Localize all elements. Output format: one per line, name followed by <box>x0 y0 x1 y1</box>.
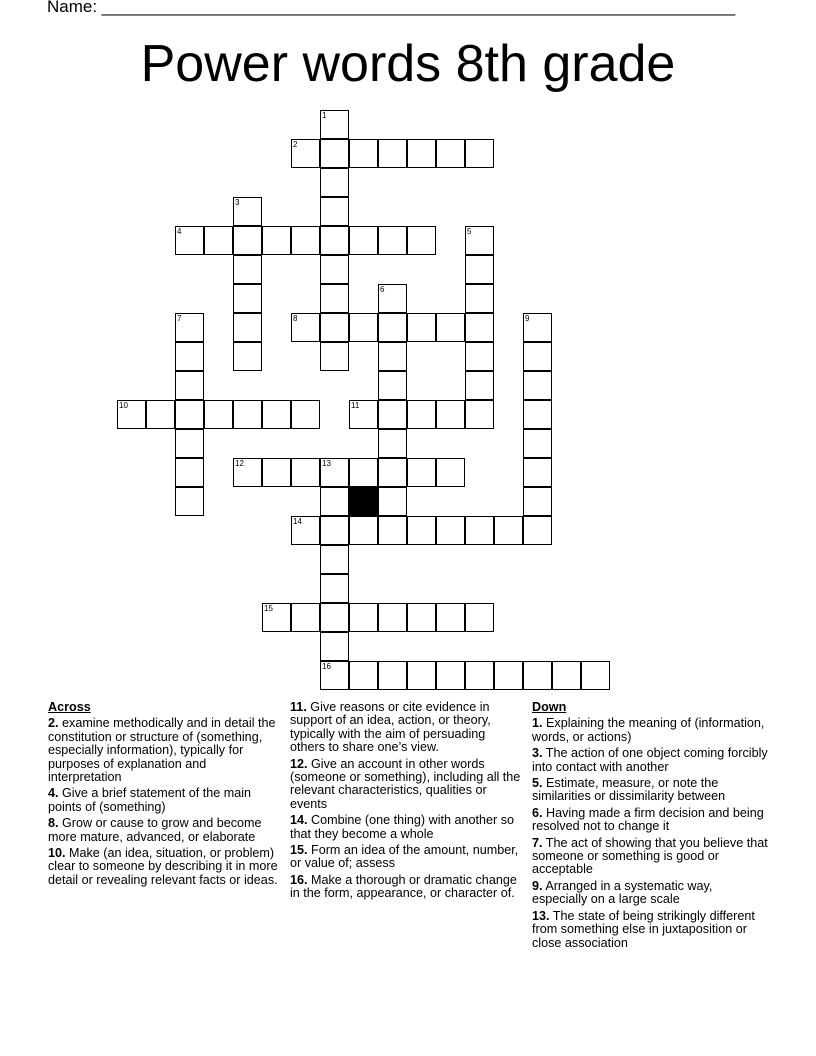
clue-number: 2 <box>293 140 298 149</box>
grid-cell[interactable] <box>175 313 204 342</box>
grid-cell[interactable] <box>378 342 407 371</box>
clue <box>48 817 278 844</box>
grid-cell[interactable] <box>262 226 291 255</box>
clue-number-label: 1. <box>532 716 543 731</box>
grid-cell[interactable] <box>320 574 349 603</box>
grid-cell[interactable] <box>523 661 552 690</box>
clue-text: Form an idea of the amount, number, or value of; assess <box>290 843 519 871</box>
grid-cell[interactable] <box>523 342 552 371</box>
grid-cell[interactable] <box>175 458 204 487</box>
grid-block <box>349 487 378 516</box>
grid-cell[interactable] <box>204 400 233 429</box>
grid-cell[interactable] <box>407 400 436 429</box>
grid-cell[interactable] <box>378 284 407 313</box>
clue-text: Grow or cause to grow and become more mature, advanced, or elaborate <box>48 816 262 844</box>
grid-cell[interactable] <box>407 516 436 545</box>
grid-cell[interactable] <box>378 429 407 458</box>
grid-cell[interactable] <box>465 284 494 313</box>
grid-cell[interactable] <box>523 371 552 400</box>
grid-cell[interactable] <box>146 400 175 429</box>
clue-number-label: 14. <box>290 813 308 828</box>
grid-cell[interactable] <box>291 400 320 429</box>
grid-cell[interactable] <box>320 516 349 545</box>
grid-cell[interactable] <box>233 313 262 342</box>
grid-cell[interactable] <box>320 458 349 487</box>
clue-text: Make (an idea, situation, or problem) clear to someone by describing it in more detail or revealing relevant facts or ideas. <box>48 846 278 887</box>
clue-text: Give a brief statement of the main points of (something) <box>48 786 252 814</box>
clue-text: The action of one object coming forcibly into contact with another <box>532 746 768 774</box>
grid-cell[interactable] <box>523 429 552 458</box>
clue-number-label: 5. <box>532 776 543 791</box>
clue-number-label: 16. <box>290 872 308 887</box>
grid-cell[interactable] <box>378 139 407 168</box>
clue <box>290 701 522 755</box>
grid-cell[interactable] <box>175 371 204 400</box>
grid-cell[interactable] <box>378 661 407 690</box>
clue-text: examine methodically and in detail the constitution or structure of (something, especially information), typically for purposes of explanation and interpretation <box>48 716 276 785</box>
grid-cell[interactable] <box>320 342 349 371</box>
clue-text: The state of being strikingly different from something else in juxtaposition or close association <box>532 908 755 950</box>
clue-text: Having made a firm decision and being resolved not to change it <box>532 805 764 834</box>
grid-cell[interactable] <box>291 516 320 545</box>
clue-number-label: 8. <box>48 816 59 831</box>
grid-cell[interactable] <box>175 429 204 458</box>
grid-cell[interactable] <box>407 226 436 255</box>
grid-cell[interactable] <box>523 400 552 429</box>
clue-text: Estimate, measure, or note the similarities or dissimilarity between <box>532 776 726 804</box>
grid-cell[interactable] <box>204 226 233 255</box>
clue-number: 6 <box>380 285 385 294</box>
grid-cell[interactable] <box>494 516 523 545</box>
grid-cell[interactable] <box>262 458 291 487</box>
grid-cell[interactable] <box>233 400 262 429</box>
clue <box>290 814 522 841</box>
grid-cell[interactable] <box>436 661 465 690</box>
grid-cell[interactable] <box>465 342 494 371</box>
grid-cell[interactable] <box>407 313 436 342</box>
grid-cell[interactable] <box>465 603 494 632</box>
grid-cell[interactable] <box>465 400 494 429</box>
clue-text: Explaining the meaning of (information, words, or actions) <box>532 716 765 744</box>
grid-cell[interactable] <box>436 139 465 168</box>
clue-text: Make a thorough or dramatic change in the form, appearance, or character of. <box>290 872 517 901</box>
grid-cell[interactable] <box>378 400 407 429</box>
grid-cell[interactable] <box>581 661 610 690</box>
grid-cell[interactable] <box>523 313 552 342</box>
grid-cell[interactable] <box>262 400 291 429</box>
grid-cell[interactable] <box>320 603 349 632</box>
clue <box>290 758 522 812</box>
grid-cell[interactable] <box>523 516 552 545</box>
clue <box>532 807 768 834</box>
clue <box>532 910 768 950</box>
clue-number-label: 3. <box>532 746 543 761</box>
clue-number: 5 <box>467 227 472 236</box>
grid-cell[interactable] <box>349 661 378 690</box>
clues-heading: Down <box>532 700 567 714</box>
grid-cell[interactable] <box>320 110 349 139</box>
clues-column-down <box>532 701 768 953</box>
grid-cell[interactable] <box>233 197 262 226</box>
clue-number: 7 <box>177 314 182 323</box>
grid-cell[interactable] <box>291 313 320 342</box>
grid-cell[interactable] <box>233 342 262 371</box>
clue-text: Arranged in a systematic way, especially on a large scale <box>532 878 713 907</box>
grid-cell[interactable] <box>262 603 291 632</box>
clue-number: 10 <box>119 401 128 410</box>
grid-cell[interactable] <box>349 516 378 545</box>
grid-cell[interactable] <box>465 139 494 168</box>
grid-cell[interactable] <box>320 168 349 197</box>
grid-cell[interactable] <box>436 603 465 632</box>
grid-cell[interactable] <box>320 139 349 168</box>
grid-cell[interactable] <box>523 487 552 516</box>
clue-number: 11 <box>351 401 360 410</box>
clue-number: 13 <box>322 459 331 468</box>
clue <box>532 747 768 774</box>
grid-cell[interactable] <box>233 458 262 487</box>
clues-column-across-continued <box>290 701 522 904</box>
clue-text: The act of showing that you believe that someone or something is good or acceptable <box>532 835 768 877</box>
grid-cell[interactable] <box>320 632 349 661</box>
grid-cell[interactable] <box>233 255 262 284</box>
clue-number-label: 2. <box>48 716 59 731</box>
grid-cell[interactable] <box>175 400 204 429</box>
grid-cell[interactable] <box>494 661 523 690</box>
grid-cell[interactable] <box>320 197 349 226</box>
clues-heading: Across <box>48 700 91 714</box>
grid-cell[interactable] <box>378 603 407 632</box>
clue <box>532 837 768 877</box>
clue-number: 14 <box>293 517 302 526</box>
clue-number: 3 <box>235 198 240 207</box>
clue <box>532 880 768 907</box>
clue-number: 4 <box>177 227 182 236</box>
grid-cell[interactable] <box>378 371 407 400</box>
grid-cell[interactable] <box>320 545 349 574</box>
clue <box>290 874 522 901</box>
grid-cell[interactable] <box>349 458 378 487</box>
grid-cell[interactable] <box>349 313 378 342</box>
clue-number-label: 9. <box>532 878 543 893</box>
grid-cell[interactable] <box>465 226 494 255</box>
grid-cell[interactable] <box>378 226 407 255</box>
clue <box>290 844 522 871</box>
grid-cell[interactable] <box>320 226 349 255</box>
grid-cell[interactable] <box>320 284 349 313</box>
grid-cell[interactable] <box>378 516 407 545</box>
clues-column-across <box>48 701 278 890</box>
grid-cell[interactable] <box>378 313 407 342</box>
page-title: Power words 8th grade <box>140 35 676 93</box>
clue-number: 12 <box>235 459 244 468</box>
grid-cell[interactable] <box>407 458 436 487</box>
grid-cell[interactable] <box>465 313 494 342</box>
clue-number: 9 <box>525 314 530 323</box>
clue <box>48 847 278 887</box>
clue-number: 8 <box>293 314 298 323</box>
grid-cell[interactable] <box>291 458 320 487</box>
grid-cell[interactable] <box>465 661 494 690</box>
grid-cell[interactable] <box>291 139 320 168</box>
grid-cell[interactable] <box>378 458 407 487</box>
grid-cell[interactable] <box>320 661 349 690</box>
grid-cell[interactable] <box>349 603 378 632</box>
clue-number-label: 7. <box>532 835 543 850</box>
grid-cell[interactable] <box>552 661 581 690</box>
clue-number-label: 15. <box>290 843 308 858</box>
grid-cell[interactable] <box>233 226 262 255</box>
clue-number-label: 12. <box>290 756 308 771</box>
grid-cell[interactable] <box>436 458 465 487</box>
grid-cell[interactable] <box>175 487 204 516</box>
grid-cell[interactable] <box>465 371 494 400</box>
grid-cell[interactable] <box>349 400 378 429</box>
grid-cell[interactable] <box>291 603 320 632</box>
grid-cell[interactable] <box>320 313 349 342</box>
clue-number-label: 4. <box>48 786 59 801</box>
grid-cell[interactable] <box>291 226 320 255</box>
grid-cell[interactable] <box>465 516 494 545</box>
grid-cell[interactable] <box>407 603 436 632</box>
grid-cell[interactable] <box>407 661 436 690</box>
clue-text: Give reasons or cite evidence in support of an idea, action, or theory, typically with the aim of persuading others to share one’s view. <box>290 700 491 755</box>
grid-cell[interactable] <box>175 226 204 255</box>
grid-cell[interactable] <box>320 255 349 284</box>
clue-number: 1 <box>322 111 327 120</box>
grid-cell[interactable] <box>233 284 262 313</box>
clue-number-label: 11. <box>290 700 307 714</box>
clue-text: Give an account in other words (someone or something), including all the relevant characteristics, qualities or events <box>290 756 521 811</box>
grid-cell[interactable] <box>465 255 494 284</box>
grid-cell[interactable] <box>349 139 378 168</box>
clue-number: 15 <box>264 604 273 613</box>
name-field: Name: ___________________________________________________________________ <box>47 0 736 16</box>
clue-number: 16 <box>322 662 331 671</box>
clue <box>48 787 278 814</box>
clue <box>532 717 768 744</box>
grid-cell[interactable] <box>436 400 465 429</box>
clue-number-label: 13. <box>532 908 550 923</box>
grid-cell[interactable] <box>117 400 146 429</box>
clue <box>48 717 278 784</box>
grid-cell[interactable] <box>175 342 204 371</box>
clue <box>532 777 768 804</box>
grid-cell[interactable] <box>378 487 407 516</box>
grid-cell[interactable] <box>436 313 465 342</box>
grid-cell[interactable] <box>436 516 465 545</box>
clue-number-label: 10. <box>48 846 66 861</box>
grid-cell[interactable] <box>320 487 349 516</box>
grid-cell[interactable] <box>349 226 378 255</box>
grid-cell[interactable] <box>407 139 436 168</box>
grid-cell[interactable] <box>523 458 552 487</box>
clue-number-label: 6. <box>532 805 543 820</box>
clue-text: Combine (one thing) with another so that they become a whole <box>290 813 515 841</box>
